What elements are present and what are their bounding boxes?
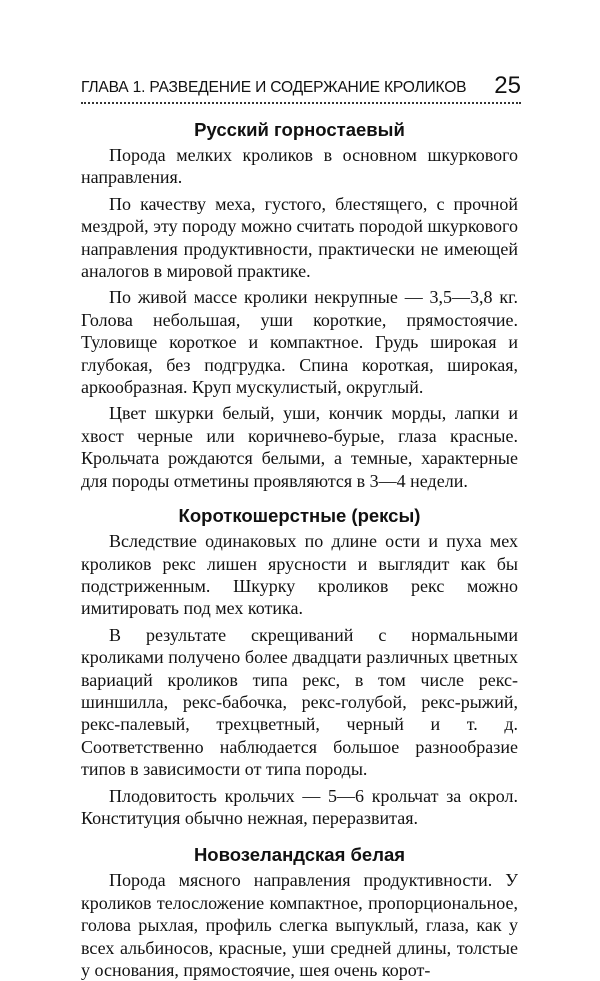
chapter-title: ГЛАВА 1. РАЗВЕДЕНИЕ И СОДЕРЖАНИЕ КРОЛИКОВ — [81, 79, 467, 96]
running-header — [81, 70, 521, 106]
paragraph: Плодовитость крольчих — 5—6 крольчат за окрол. Конституция обычно нежная, переразвитая. — [81, 785, 518, 828]
paragraph: По живой массе кролики некрупные — 3,5—3,8 кг. Голова небольшая, уши короткие, прямостоячие. Туловище короткое и компактное. Грудь широкая и глубокая, без подгрудка. Спина короткая, широкая, аркообразная. Круп мускулистый, округлый. — [81, 287, 518, 398]
page-body — [81, 118, 518, 981]
paragraph: Порода мясного направления продуктивности. У кроликов телосложение компактное, пропорциональное, голова рыхлая, профиль слегка выпуклый, глаза, как у всех альбиносов, красные, уши средней длины, толстые у основания, прямостоячие, шея очень корот- — [81, 870, 518, 980]
section-russian-ermine — [81, 118, 518, 492]
section-heading: Русский горностаевый — [194, 119, 405, 140]
page-number: 25 — [494, 72, 521, 99]
section-rex — [81, 504, 518, 829]
paragraph: Вследствие одинаковых по длине ости и пуха мех кроликов рекс лишен ярусности и выглядит как бы подстриженным. Шкурку кроликов рекс можно имитировать под мех котика. — [81, 531, 518, 619]
paragraph: Порода мелких кроликов в основном шкуркового направления. — [81, 145, 518, 188]
section-heading: Короткошерстные (рексы) — [178, 505, 421, 527]
paragraph: Цвет шкурки белый, уши, кончик морды, лапки и хвост черные или коричнево-бурые, глаза красные. Крольчата рождаются белыми, а темные, характерные для породы отметины проявляются в 3—4 недели. — [81, 403, 518, 491]
header-rule — [81, 102, 521, 104]
section-heading: Новозеландская белая — [193, 844, 406, 866]
section-new-zealand-white — [81, 843, 518, 981]
paragraph: В результате скрещиваний с нормальными кроликами получено более двадцати различных цветных вариаций кроликов типа рекс, в том числе рекс-шиншилла, рекс-бабочка, рекс-голубой, рекс-рыжий, рекс-палевый, трехцветный, черный и т. д. Соответственно наблюдается большое разнообразие типов в зависимости от типа породы. — [81, 624, 518, 780]
paragraph: По качеству меха, густого, блестящего, с прочной мездрой, эту породу можно считать породой шкуркового направления продуктивности, практически не имеющей аналогов в мировой практике. — [81, 193, 518, 282]
